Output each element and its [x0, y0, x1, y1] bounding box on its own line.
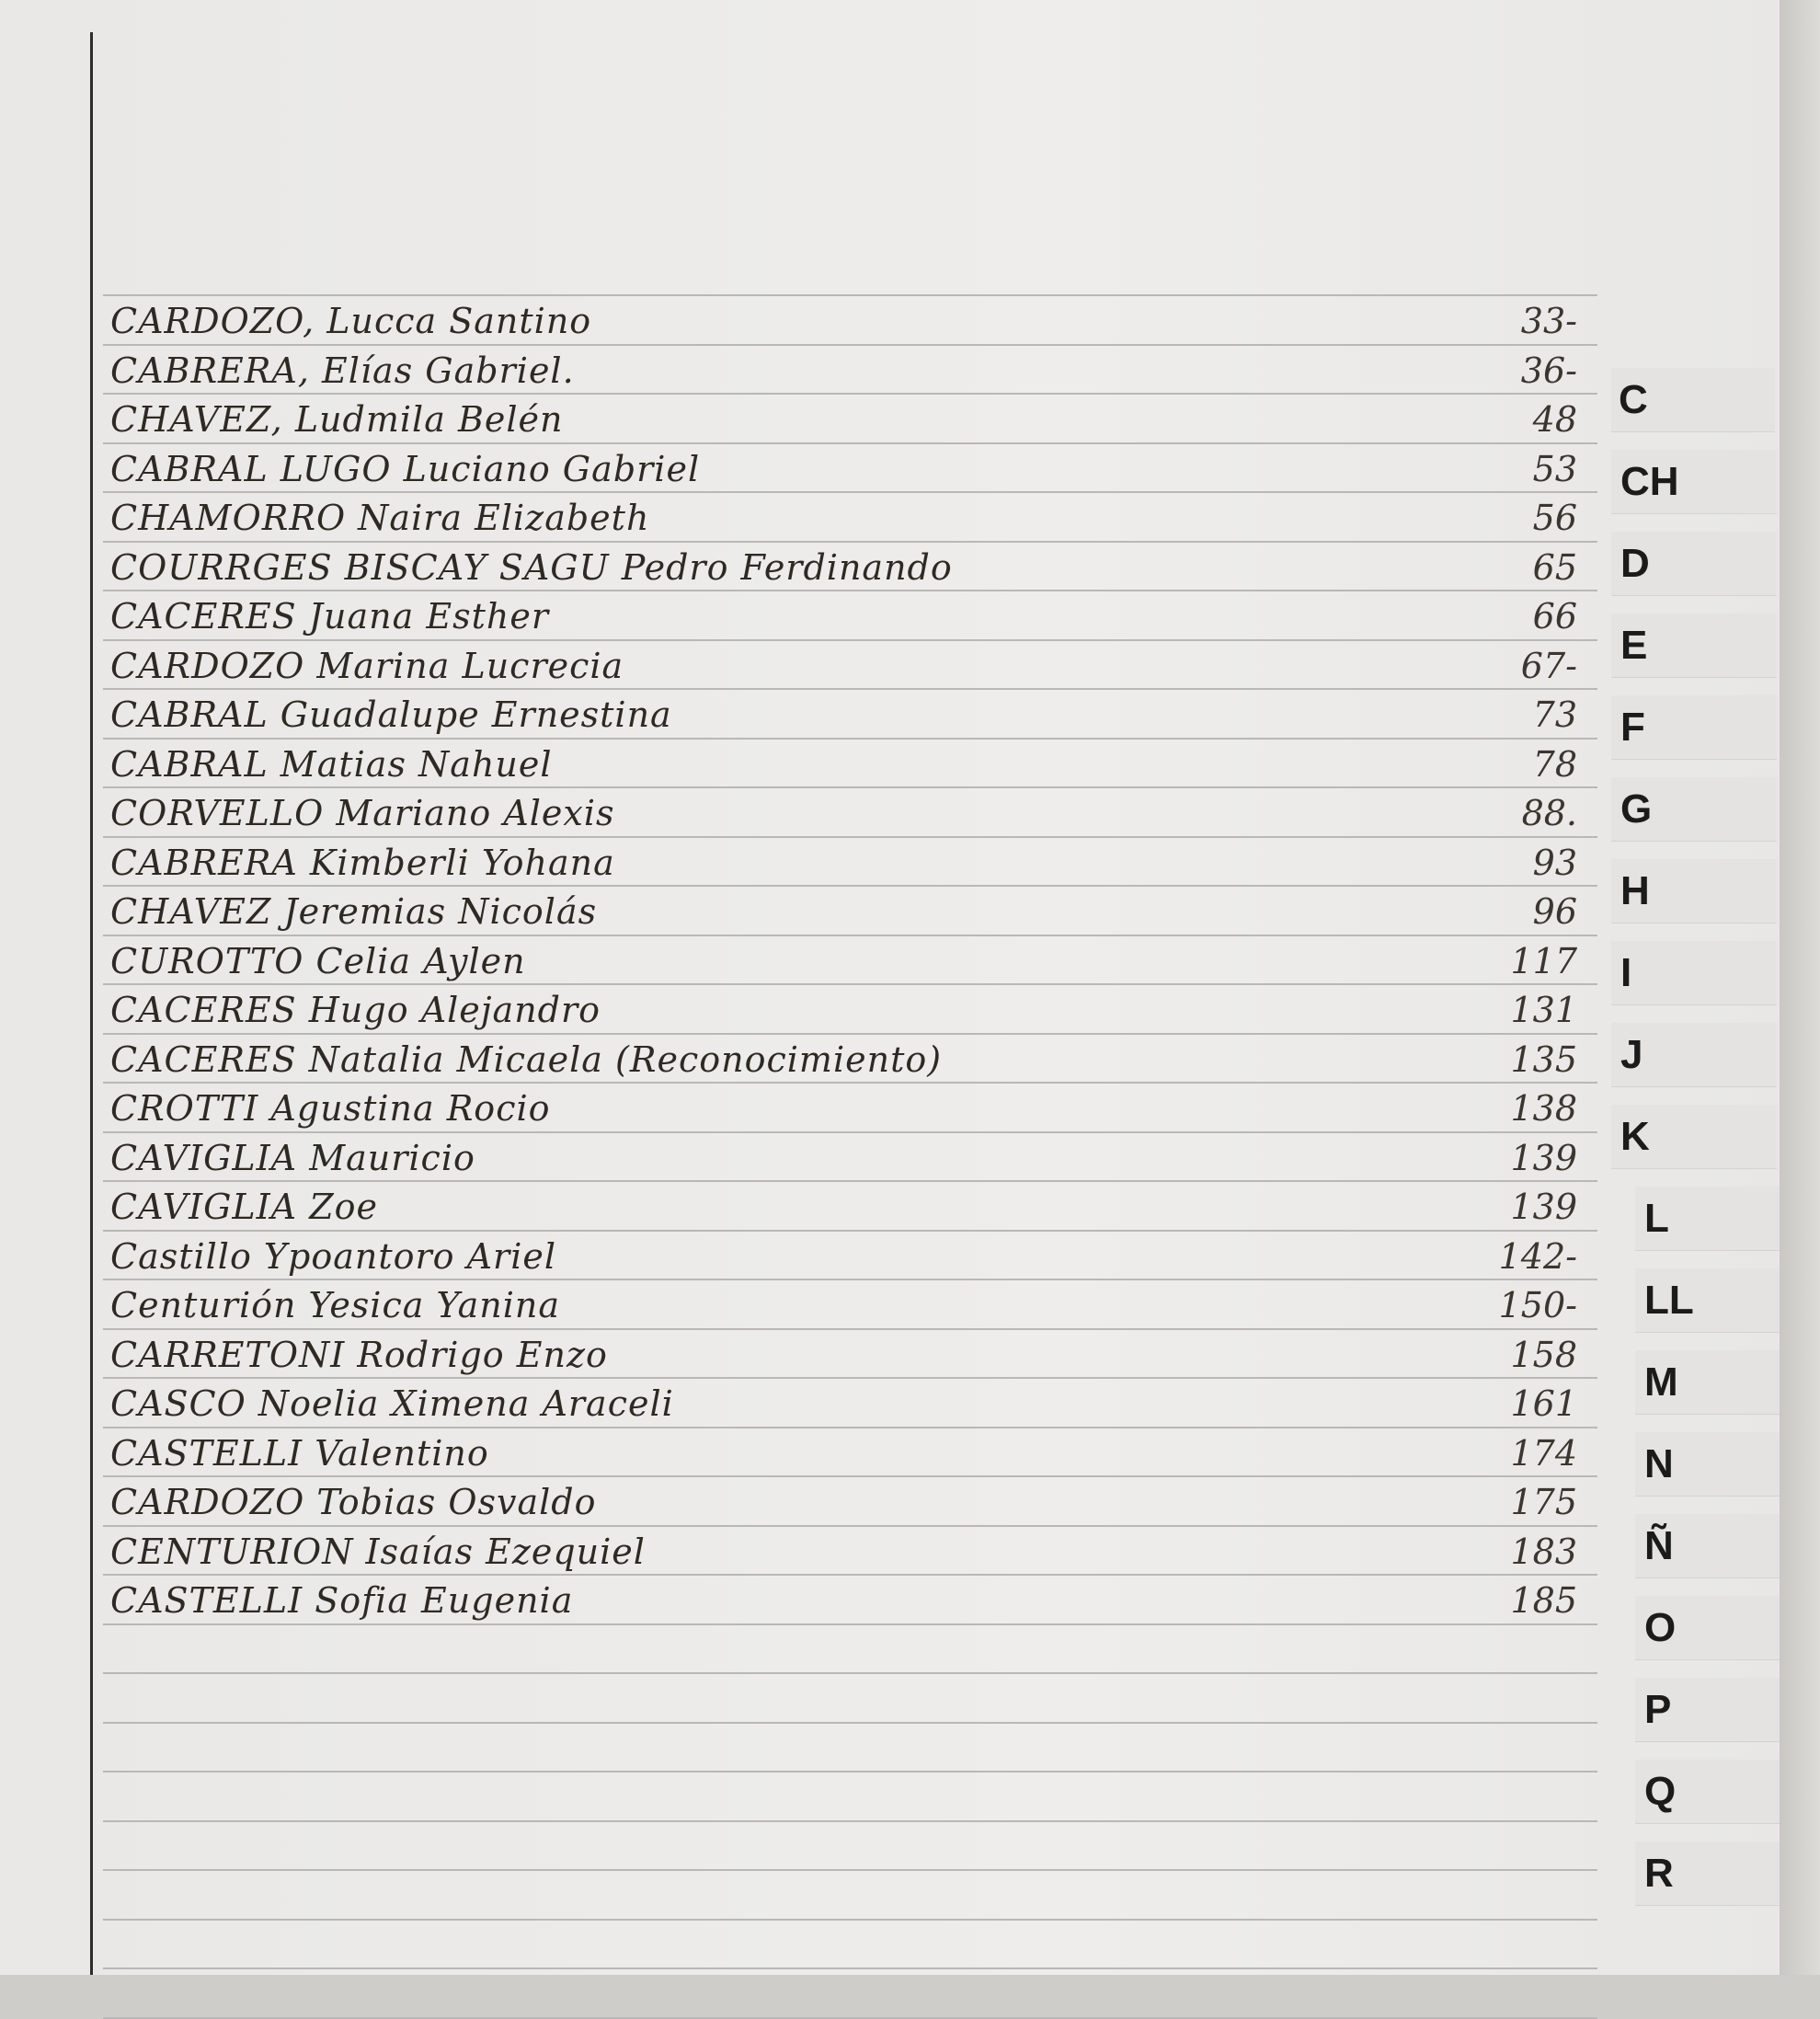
- entry-name: CARDOZO Tobias Osvaldo: [110, 1482, 597, 1522]
- ruled-line: [103, 1771, 1597, 1772]
- entry-page-number: 65: [1532, 547, 1577, 588]
- entry-page-number: 175: [1510, 1482, 1577, 1522]
- ledger-row: [103, 1180, 1597, 1229]
- ledger-row: [103, 786, 1597, 835]
- entry-name: CACERES Natalia Micaela (Reconocimiento): [110, 1039, 943, 1080]
- entry-name: CASCO Noelia Ximena Araceli: [110, 1383, 674, 1424]
- index-tab[interactable]: L: [1635, 1187, 1801, 1251]
- entry-page-number: 73: [1532, 694, 1577, 735]
- ruled-line: [103, 1672, 1597, 1674]
- entry-page-number: 67-: [1520, 646, 1577, 686]
- ledger-row: [103, 885, 1597, 934]
- entry-page-number: 66: [1532, 596, 1577, 637]
- ledger-row: [103, 541, 1597, 590]
- entry-page-number: 139: [1510, 1187, 1577, 1227]
- index-tab[interactable]: P: [1635, 1678, 1801, 1742]
- entry-page-number: 183: [1510, 1531, 1577, 1572]
- ledger-row: [103, 688, 1597, 737]
- ledger-row: [103, 1082, 1597, 1130]
- index-tab[interactable]: I: [1611, 941, 1777, 1005]
- ledger-row: [103, 294, 1597, 343]
- ledger-row: [103, 344, 1597, 393]
- ruled-line: [103, 1623, 1597, 1625]
- ledger-row: [103, 1033, 1597, 1082]
- ledger-row: [103, 935, 1597, 983]
- ledger-row: [103, 491, 1597, 540]
- entry-page-number: 93: [1532, 843, 1577, 883]
- entry-page-number: 56: [1532, 498, 1577, 538]
- entry-name: CAVIGLIA Zoe: [110, 1187, 378, 1227]
- entry-page-number: 161: [1510, 1383, 1577, 1424]
- index-tab[interactable]: N: [1635, 1432, 1801, 1497]
- entry-name: CABRERA Kimberli Yohana: [110, 843, 615, 883]
- ruled-line: [103, 1722, 1597, 1724]
- entry-name: CABRERA, Elías Gabriel.: [110, 350, 575, 391]
- entry-name: CHAVEZ, Ludmila Belén: [110, 399, 564, 440]
- ledger-row: [103, 442, 1597, 491]
- ledger-row: [103, 1230, 1597, 1279]
- ledger-row: [103, 1525, 1597, 1574]
- entry-name: CARDOZO Marina Lucrecia: [110, 646, 624, 686]
- index-tab[interactable]: H: [1611, 859, 1777, 923]
- entry-name: CHAMORRO Naira Elizabeth: [110, 498, 650, 538]
- page-edge: [1780, 0, 1820, 1975]
- entry-page-number: 78: [1532, 744, 1577, 785]
- entry-page-number: 158: [1510, 1335, 1577, 1375]
- ledger-row: [103, 1377, 1597, 1426]
- entry-name: CABRAL LUGO Luciano Gabriel: [110, 449, 701, 489]
- index-tab[interactable]: LL: [1635, 1268, 1801, 1333]
- entry-page-number: 150-: [1498, 1285, 1577, 1325]
- entry-page-number: 174: [1510, 1433, 1577, 1474]
- entry-name: CASTELLI Sofia Eugenia: [110, 1580, 574, 1621]
- ledger-row: [103, 1427, 1597, 1475]
- entry-page-number: 36-: [1520, 350, 1577, 391]
- entry-page-number: 135: [1510, 1039, 1577, 1080]
- entry-page-number: 138: [1510, 1088, 1577, 1129]
- entry-name: CORVELLO Mariano Alexis: [110, 793, 615, 833]
- ledger-row: [103, 983, 1597, 1032]
- ledger-row: [103, 738, 1597, 786]
- entry-name: CACERES Juana Esther: [110, 596, 550, 637]
- entry-page-number: 142-: [1498, 1236, 1577, 1277]
- margin-line: [90, 32, 93, 1975]
- index-tab[interactable]: M: [1635, 1350, 1801, 1415]
- ruled-line: [103, 1869, 1597, 1871]
- ledger-row: [103, 1574, 1597, 1623]
- ledger-row: [103, 1328, 1597, 1377]
- ledger-row: [103, 1475, 1597, 1524]
- entry-name: CASTELLI Valentino: [110, 1433, 489, 1474]
- entry-name: CAVIGLIA Mauricio: [110, 1138, 475, 1178]
- entry-name: CROTTI Agustina Rocio: [110, 1088, 551, 1129]
- entry-name: CENTURION Isaías Ezequiel: [110, 1531, 646, 1572]
- entry-page-number: 96: [1532, 891, 1577, 932]
- entry-name: CABRAL Matias Nahuel: [110, 744, 553, 785]
- ledger-row: [103, 1279, 1597, 1327]
- entry-name: CARDOZO, Lucca Santino: [110, 301, 592, 341]
- entry-name: CHAVEZ Jeremias Nicolás: [110, 891, 598, 932]
- index-tab[interactable]: C: [1611, 368, 1775, 432]
- entry-page-number: 53: [1532, 449, 1577, 489]
- entry-page-number: 88.: [1521, 793, 1577, 833]
- alphabet-index-tabs: [1600, 368, 1784, 1975]
- entry-name: COURRGES BISCAY SAGU Pedro Ferdinando: [110, 547, 953, 588]
- ruled-line: [103, 1967, 1597, 1969]
- entry-page-number: 33-: [1520, 301, 1577, 341]
- entry-page-number: 48: [1532, 399, 1577, 440]
- ledger-row: [103, 590, 1597, 638]
- index-tab[interactable]: Q: [1635, 1760, 1801, 1824]
- index-tab[interactable]: Ñ: [1635, 1514, 1801, 1578]
- entry-page-number: 131: [1510, 990, 1577, 1030]
- entry-name: Castillo Ypoantoro Ariel: [110, 1236, 557, 1277]
- index-tab[interactable]: F: [1611, 695, 1777, 760]
- index-tab[interactable]: R: [1635, 1841, 1801, 1906]
- entry-name: Centurión Yesica Yanina: [110, 1285, 561, 1325]
- ledger-row: [103, 1131, 1597, 1180]
- entry-name: CACERES Hugo Alejandro: [110, 990, 601, 1030]
- index-tab[interactable]: O: [1635, 1596, 1801, 1660]
- ledger-row: [103, 639, 1597, 688]
- entry-name: CUROTTO Celia Aylen: [110, 941, 526, 981]
- ruled-line: [103, 1820, 1597, 1822]
- index-tab[interactable]: J: [1611, 1023, 1777, 1087]
- index-tab[interactable]: D: [1611, 532, 1777, 596]
- index-tab[interactable]: K: [1611, 1105, 1777, 1169]
- ledger-row: [103, 393, 1597, 442]
- ruled-line: [103, 1919, 1597, 1921]
- entry-name: CARRETONI Rodrigo Enzo: [110, 1335, 608, 1375]
- entry-name: CABRAL Guadalupe Ernestina: [110, 694, 672, 735]
- index-tab[interactable]: E: [1611, 614, 1777, 678]
- entry-page-number: 117: [1510, 941, 1577, 981]
- index-tab[interactable]: CH: [1611, 450, 1777, 514]
- entry-page-number: 185: [1510, 1580, 1577, 1621]
- ledger-row: [103, 836, 1597, 885]
- index-tab[interactable]: G: [1611, 777, 1777, 842]
- entry-page-number: 139: [1510, 1138, 1577, 1178]
